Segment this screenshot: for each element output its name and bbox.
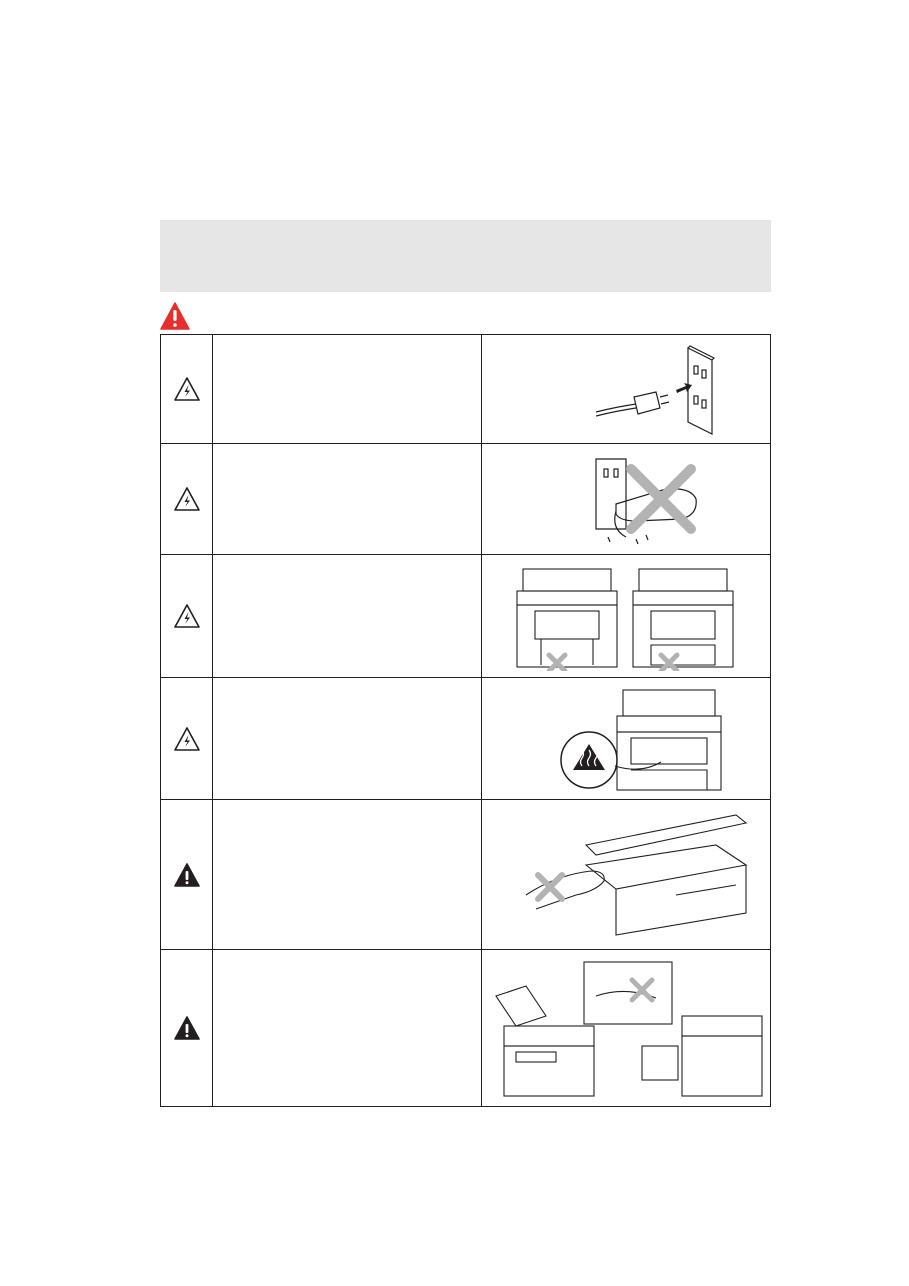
table-row xyxy=(161,800,771,950)
instruction-text xyxy=(213,950,482,1107)
instruction-text xyxy=(213,444,482,555)
illustration-cell xyxy=(482,335,771,444)
hot-surface-fuser-illustration xyxy=(501,684,751,794)
general-warning-icon xyxy=(173,862,201,888)
warning-triangle-icon xyxy=(160,302,190,330)
illustration-cell xyxy=(482,950,771,1107)
icon-cell xyxy=(161,950,213,1107)
icon-cell xyxy=(161,800,213,950)
table-row xyxy=(161,950,771,1107)
table-row xyxy=(161,678,771,800)
instruction-text xyxy=(213,555,482,678)
icon-cell xyxy=(161,335,213,444)
illustration-cell xyxy=(482,800,771,950)
do-not-touch-inside-machine-illustration xyxy=(501,561,751,671)
illustration-cell xyxy=(482,444,771,555)
illustration-cell xyxy=(482,555,771,678)
no-wet-hands-plug-illustration xyxy=(516,449,736,549)
instruction-text xyxy=(213,678,482,800)
instruction-text xyxy=(213,800,482,950)
electrical-hazard-icon xyxy=(173,726,201,752)
safety-instructions-table xyxy=(160,334,771,1107)
icon-cell xyxy=(161,555,213,678)
document-cover-hand-pinch-illustration xyxy=(496,805,756,945)
icon-cell xyxy=(161,678,213,800)
icon-cell xyxy=(161,444,213,555)
electrical-hazard-icon xyxy=(173,376,201,402)
electrical-hazard-icon xyxy=(173,603,201,629)
unplug-power-cord-illustration xyxy=(516,342,736,437)
illustration-cell xyxy=(482,678,771,800)
table-row xyxy=(161,335,771,444)
instruction-text xyxy=(213,335,482,444)
header-banner xyxy=(160,220,771,292)
table-row xyxy=(161,444,771,555)
table-row xyxy=(161,555,771,678)
adf-cover-hand-pinch-illustration xyxy=(486,956,766,1101)
general-warning-icon xyxy=(173,1015,201,1041)
electrical-hazard-icon xyxy=(173,486,201,512)
